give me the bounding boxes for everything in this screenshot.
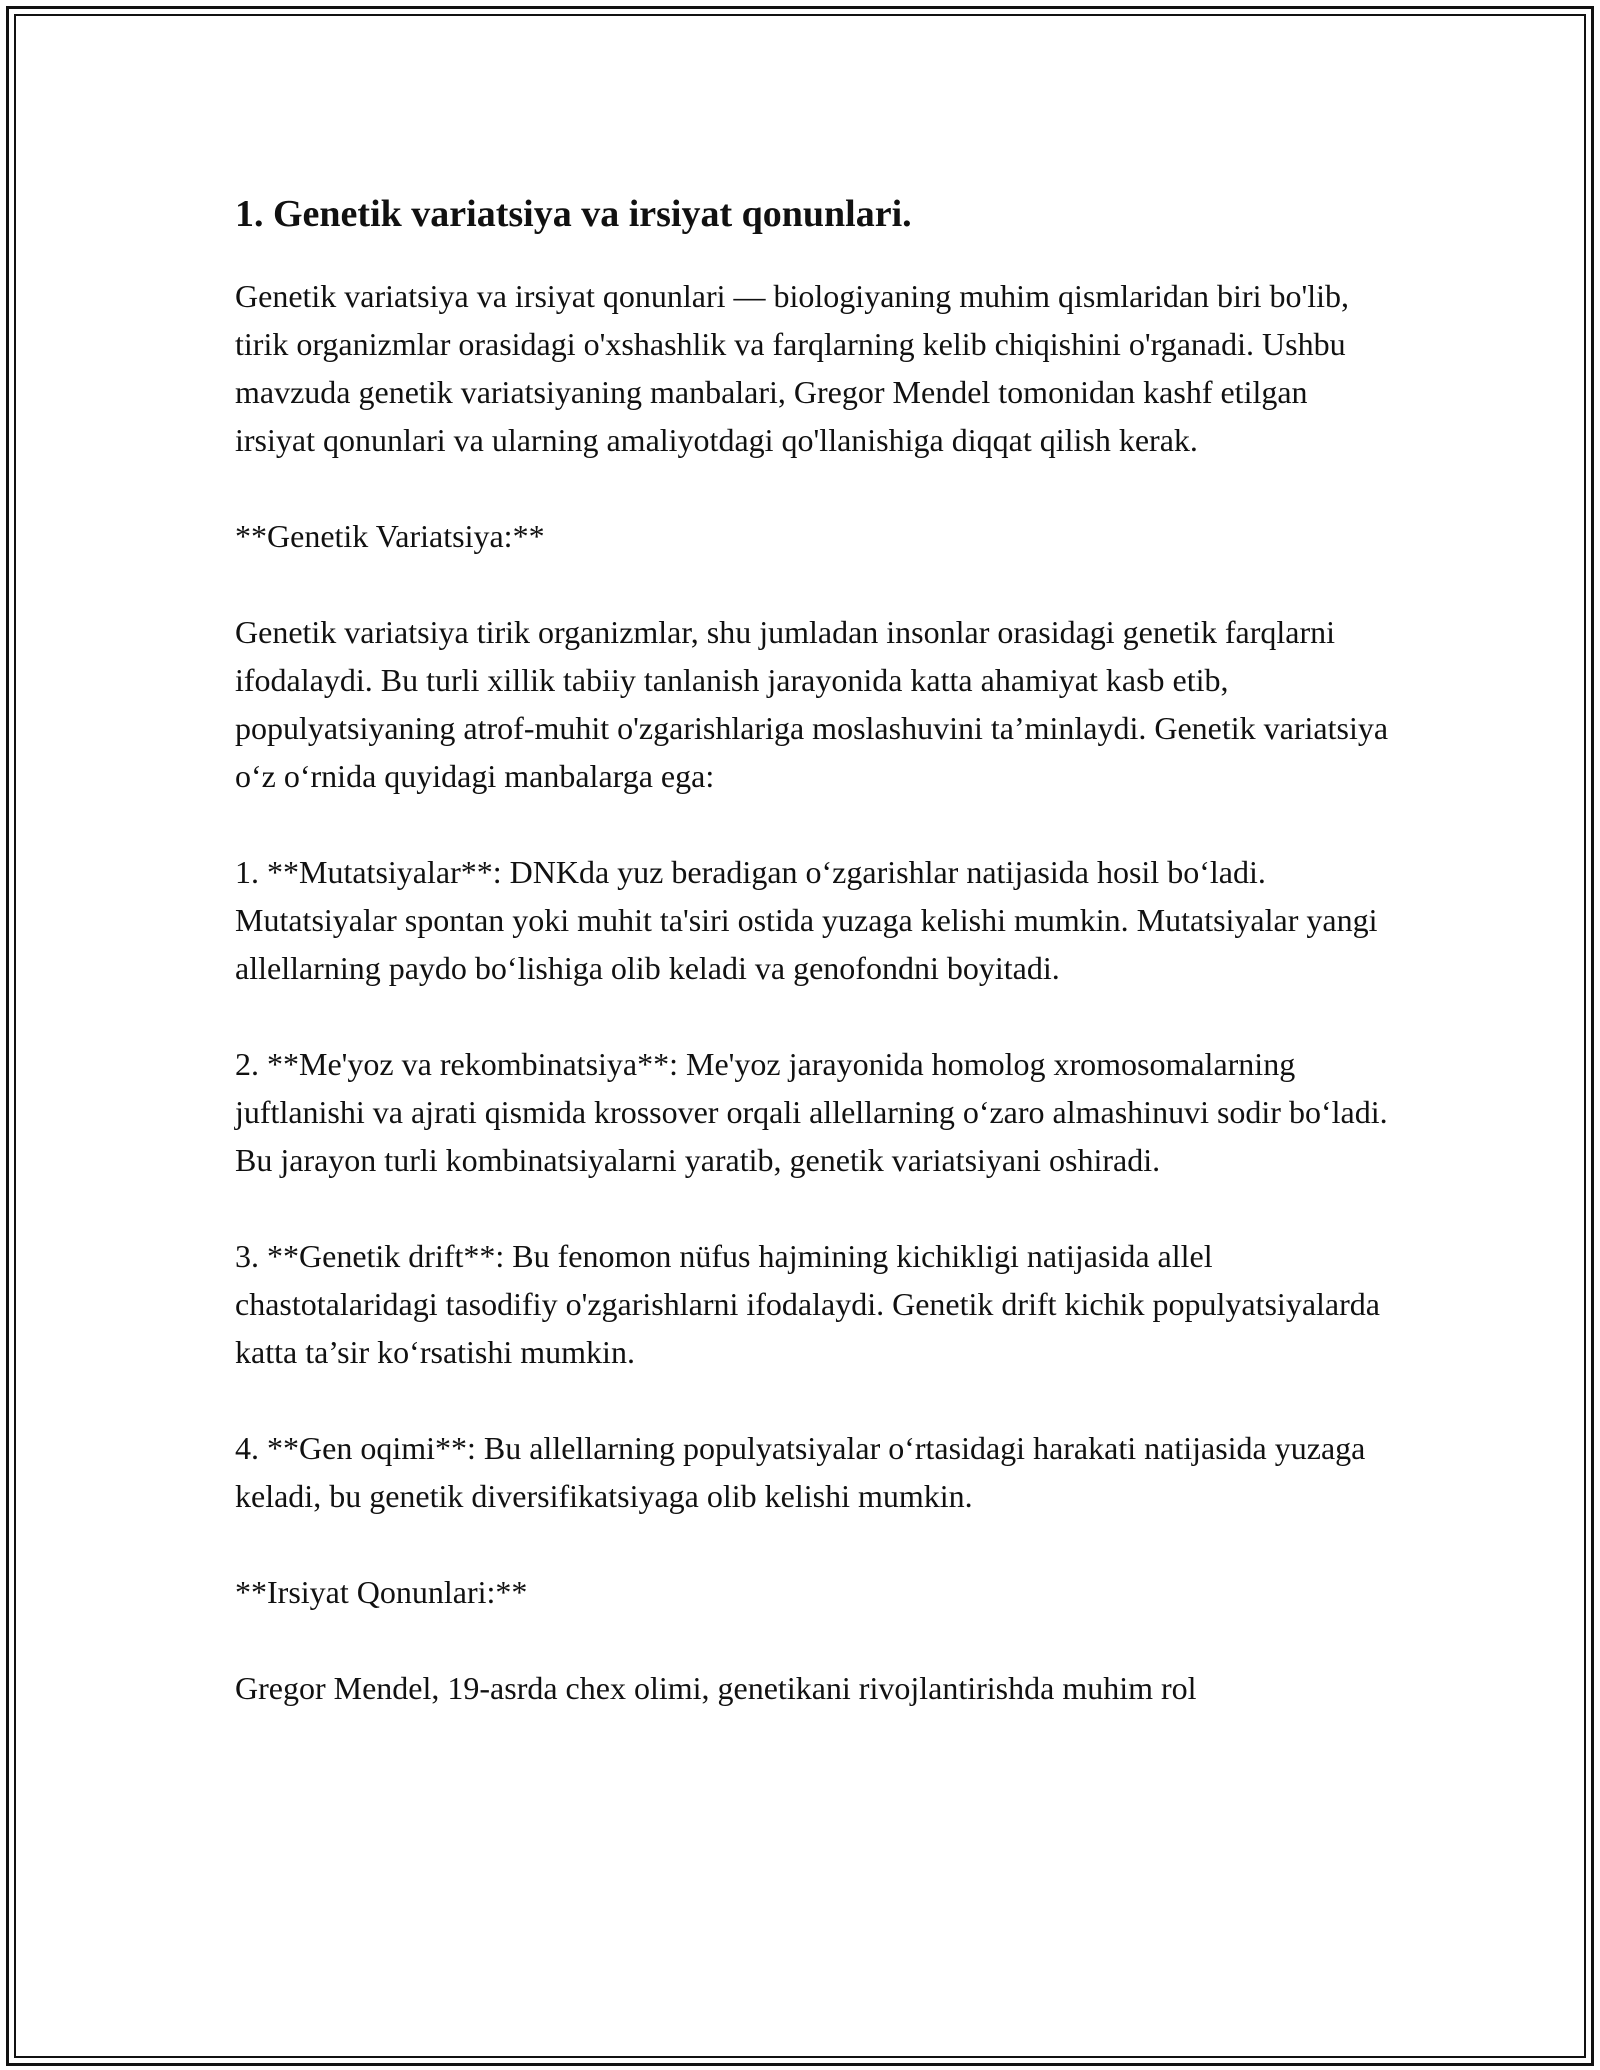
paragraph-intro: Genetik variatsiya va irsiyat qonunlari — biologiyaning muhim qismlaridan biri bo'lib, tirik organizmlar orasidagi o'xshashlik va farqlarning kelib chiqishini o'rganadi. Ushbu mavzuda genetik variatsiyaning manbalari, Gregor Mendel tomonidan kashf etilgan irsiyat qonunlari va ularning amaliyotdagi qo'llanishiga diqqat qilish kerak. [235,278,1350,458]
list-item-mutations: 1. **Mutatsiyalar**: DNKda yuz beradigan o‘zgarishlar natijasida hosil bo‘ladi. Mutatsiyalar spontan yoki muhit ta'siri ostida yuzaga kelishi mumkin. Mutatsiyalar yangi allellarning paydo bo‘lishiga olib keladi va genofondni boyitadi. [235,854,1378,986]
list-item-genetic-drift: 3. **Genetik drift**: Bu fenomon nüfus hajmining kichikligi natijasida allel chastotalaridagi tasodifiy o'zgarishlarni ifodalaydi. Genetik drift kichik populyatsiyalarda katta ta’sir ko‘rsatishi mumkin. [235,1238,1380,1370]
list-item-meiosis: 2. **Me'yoz va rekombinatsiya**: Me'yoz jarayonida homolog xromosomalarning juftlanishi va ajrati qismida krossover orqali allellarning o‘zaro almashinuvi sodir bo‘ladi. Bu jarayon turli kombinatsiyalarni yaratib, genetik variatsiyani oshiradi. [235,1046,1388,1178]
document-title: 1. Genetik variatsiya va irsiyat qonunlari. [235,193,912,235]
list-item-gene-flow: 4. **Gen oqimi**: Bu allellarning populyatsiyalar o‘rtasidagi harakati natijasida yuzaga keladi, bu genetik diversifikatsiyaga olib kelishi mumkin. [235,1430,1366,1514]
paragraph-mendel: Gregor Mendel, 19-asrda chex olimi, genetikani rivojlantirishda muhim rol [235,1670,1197,1706]
section-heading-genetic-variation: **Genetik Variatsiya:** [235,518,545,554]
section-heading-heredity-laws: **Irsiyat Qonunlari:** [235,1574,528,1610]
paragraph-genetic-variation: Genetik variatsiya tirik organizmlar, shu jumladan insonlar orasidagi genetik farqlarni ifodalaydi. Bu turli xillik tabiiy tanlanish jarayonida katta ahamiyat kasb etib, populyatsiyaning atrof-muhit o'zgarishlariga moslashuvini ta’minlaydi. Genetik variatsiya o‘z o‘rnida quyidagi manbalarga ega: [235,614,1389,794]
document-body [235,188,1395,1760]
